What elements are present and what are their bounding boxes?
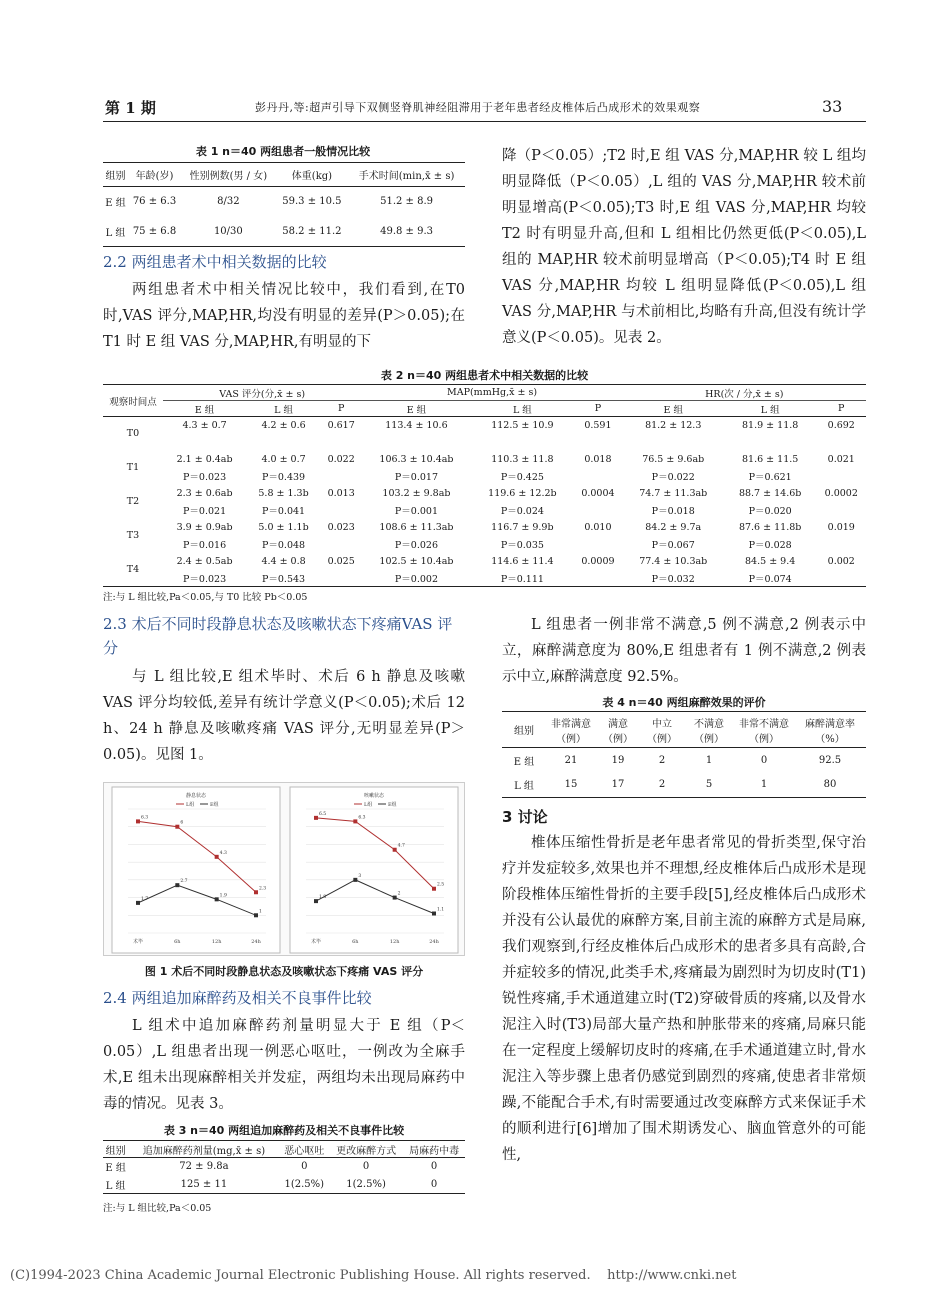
table-cell	[817, 536, 866, 553]
table2-subheader: E 组	[406, 404, 427, 416]
data-point	[432, 912, 436, 916]
x-tick-label: 术毕	[132, 939, 144, 945]
table-cell: 103.2 ± 9.8ab	[382, 487, 451, 499]
table3-header: 恶心呕吐	[284, 1145, 325, 1157]
table-row	[103, 187, 465, 217]
table-cell: 21	[564, 754, 578, 766]
section-3-title: 3 讨论	[502, 808, 548, 826]
data-point	[175, 883, 179, 887]
data-label: 1.9	[219, 893, 227, 899]
table-cell: 81.2 ± 12.3	[645, 419, 702, 431]
table-cell: 125 ± 11	[180, 1178, 228, 1190]
data-point	[136, 901, 140, 905]
chart-panel-2	[290, 787, 458, 953]
table-cell: 4.2 ± 0.6	[261, 419, 306, 431]
table2-time-cell: T2	[126, 496, 140, 507]
table-cell	[573, 468, 622, 485]
table-cell: P＝0.032	[651, 573, 695, 585]
table-cell	[573, 570, 622, 587]
table-cell: 0.022	[327, 453, 355, 465]
table1-header: 手术时间(min,x̄ ± s)	[358, 171, 455, 182]
table-cell: 1	[705, 754, 713, 766]
table-cell: P＝0.021	[183, 506, 227, 517]
right-satisfaction-text: L 组患者一例非常不满意,5 例不满意,2 例表示中立，麻醉满意度为 80%,E 组患者有 1 例不满意,2 例表示中立,麻醉满意度 92.5%。	[502, 617, 866, 685]
section-2-2-title: 2.2 两组患者术中相关数据的比较	[103, 253, 327, 271]
table1-caption: 表 1 n＝40 两组患者一般情况比较	[195, 145, 371, 158]
data-label: 2.3	[259, 886, 267, 892]
table-cell: 0.0009	[581, 555, 615, 567]
data-point	[314, 899, 318, 903]
table-cell: 0	[430, 1178, 438, 1190]
chart-panel-1	[112, 787, 280, 953]
table-cell: P＝0.035	[500, 540, 544, 551]
table-cell: L 组	[105, 1180, 126, 1192]
table-row	[502, 773, 866, 798]
table-cell: P＝0.074	[748, 573, 792, 585]
data-label: 1.8	[319, 895, 327, 901]
table-cell: 0.010	[584, 521, 612, 533]
table-cell: P＝0.041	[262, 506, 306, 517]
table1-header: 年龄(岁)	[135, 171, 174, 182]
table-cell: E 组	[105, 1163, 126, 1175]
x-tick-label: 24h	[251, 939, 261, 945]
table-cell: 116.7 ± 9.9b	[491, 521, 554, 533]
table-cell: 75 ± 6.8	[132, 225, 177, 237]
table-row	[103, 519, 866, 536]
data-point	[353, 878, 357, 882]
table-cell: P＝0.024	[500, 506, 544, 517]
table-cell: 77.4 ± 10.3ab	[639, 555, 708, 567]
data-label: 6.3	[141, 815, 149, 821]
table-row-pvalues	[103, 570, 866, 587]
table-cell: 2	[658, 779, 666, 791]
table-cell: 59.3 ± 10.5	[282, 196, 342, 208]
data-point	[215, 855, 219, 859]
data-point	[254, 890, 258, 894]
cnki-link[interactable]: http://www.cnki.net	[607, 1268, 737, 1283]
table4-header: 非常不满意（例）	[739, 718, 789, 745]
table-cell: P＝0.017	[394, 472, 438, 483]
table-cell: 2	[658, 754, 666, 766]
table2-subheader: P	[838, 403, 845, 414]
table-cell: 106.3 ± 10.4ab	[379, 453, 454, 465]
table2-group-header: MAP(mmHg,x̄ ± s)	[361, 385, 622, 401]
table1-header: 性别例数(男 / 女)	[189, 171, 268, 182]
table4-header: 麻醉满意率（%）	[805, 718, 855, 745]
right-column-text: 降（P＜0.05）;T2 时,E 组 VAS 分,MAP,HR 较 L 组均明显降低（P＜0.05）,L 组的 VAS 分,MAP,HR 较术前明显增高(P＜0.05);T3 时,E 组 VAS 分,MAP,HR 均较 T2 时有明显升高,但和 L 组相比仍然更低(P＜0.05),L 组的 MAP,HR 较术前明显增高（P＜0.05);T4 时 E 组 VAS 分,MAP,HR 均较 L 组明显降低(P＜0.05),L 组 VAS 分,MAP,HR 与术前相比,均略有升高,但没有统计学意义(P＜0.05)。见表 2。	[502, 148, 866, 346]
table2	[103, 384, 866, 587]
table-row	[103, 485, 866, 502]
table-cell: 76.5 ± 9.6ab	[642, 453, 705, 465]
table2-subheader: P	[337, 403, 345, 414]
table-row-pvalues	[103, 434, 866, 451]
table-cell: 3.9 ± 0.9ab	[176, 521, 233, 533]
table4-caption: 表 4 n＝40 两组麻醉效果的评价	[602, 696, 766, 709]
table-cell: 81.9 ± 11.8	[742, 419, 799, 431]
data-point	[215, 897, 219, 901]
data-point	[136, 819, 140, 823]
table-cell: 0	[430, 1161, 438, 1173]
table-cell: 10/30	[213, 225, 243, 237]
table-cell: L 组	[105, 227, 126, 239]
table-cell	[573, 434, 622, 451]
data-point	[314, 816, 318, 820]
data-label: 4.7	[397, 843, 405, 849]
table-cell	[321, 468, 361, 485]
table2-subheader: E 组	[663, 404, 683, 416]
table-cell	[163, 434, 246, 451]
table-cell	[321, 536, 361, 553]
section-2-3-title: 2.3 术后不同时段静息状态及咳嗽状态下疼痛VAS 评分	[103, 615, 453, 657]
table-cell: 4.0 ± 0.7	[261, 453, 306, 465]
data-label: 6.5	[319, 811, 327, 817]
table-cell: 4.4 ± 0.8	[261, 555, 306, 567]
table2-subheader: L 组	[274, 404, 293, 416]
x-tick-label: 12h	[211, 939, 222, 945]
table-cell: P＝0.439	[262, 472, 306, 483]
data-label: 1.7	[141, 896, 149, 902]
section-2-3-text: 与 L 组比较,E 组术毕时、术后 6 h 静息及咳嗽 VAS 评分均较低,差异有统计学意义(P＜0.05);术后 12 h、24 h 静息及咳嗽疼痛 VAS 评分,无明显差异(P＞0.05)。见图 1。	[103, 669, 465, 763]
table-row-pvalues	[103, 468, 866, 485]
table-cell: 49.8 ± 9.3	[380, 225, 434, 237]
table-cell: P＝0.048	[262, 540, 306, 551]
table1-header: 组别	[105, 171, 126, 182]
data-point	[393, 848, 397, 852]
data-point	[353, 819, 357, 823]
data-label: 2.7	[180, 879, 188, 885]
table-cell: P＝0.020	[748, 506, 792, 517]
table-cell: 5.8 ± 1.3b	[258, 487, 309, 499]
x-tick-label: 24h	[429, 939, 439, 945]
table1-header: 体重(kg)	[291, 171, 333, 182]
table-cell: 0	[362, 1161, 370, 1173]
data-label: 4.3	[219, 850, 227, 856]
table4-header: 满意（例）	[603, 718, 633, 745]
data-label: 6	[180, 820, 184, 826]
x-tick-label: 6h	[174, 939, 181, 945]
table-row	[103, 451, 866, 468]
table-cell: P＝0.002	[394, 573, 438, 585]
table-cell: P＝0.067	[651, 540, 695, 551]
legend-label: L组	[364, 802, 373, 808]
table-cell: P＝0.001	[394, 506, 438, 517]
table2-time-cell: T3	[126, 530, 140, 541]
table-cell: 0.002	[827, 555, 855, 567]
table-cell: 2.3 ± 0.6ab	[176, 487, 233, 499]
table-cell	[472, 434, 574, 451]
table-cell: P＝0.018	[651, 506, 695, 517]
table3	[103, 1140, 465, 1194]
table3-header: 追加麻醉药剂量(mg,x̄ ± s)	[142, 1145, 266, 1157]
table-cell: 72 ± 9.8a	[179, 1161, 229, 1173]
table3-note: 注:与 L 组比较,Pa＜0.05	[103, 1203, 212, 1214]
table-cell: 8/32	[217, 196, 240, 208]
table-cell: P＝0.022	[651, 472, 695, 483]
table-cell: 110.3 ± 11.8	[491, 453, 554, 465]
table-cell: 88.7 ± 14.6b	[738, 487, 802, 499]
table-cell: 108.6 ± 11.3ab	[379, 521, 454, 533]
table1	[103, 162, 465, 247]
table-cell: E 组	[513, 756, 535, 768]
table2-subheader: E 组	[194, 404, 215, 416]
table-cell	[321, 434, 361, 451]
table-cell: 92.5	[818, 754, 842, 766]
table3-header: 组别	[105, 1145, 126, 1157]
figure1	[103, 782, 465, 956]
table-cell	[361, 434, 471, 451]
section-2-4-text: L 组术中追加麻醉药剂量明显大于 E 组（P＜0.05）,L 组患者出现一例恶心呕吐，一例改为全麻手术,E 组未出现麻醉相关并发症，两组均未出现局麻药中毒的情况。见表 3。	[103, 1018, 465, 1112]
table-cell	[817, 502, 866, 519]
table-cell: 58.2 ± 11.2	[282, 225, 342, 237]
table-cell	[817, 570, 866, 587]
data-label: 6.3	[358, 815, 366, 821]
table3-header: 更改麻醉方式	[336, 1145, 397, 1157]
page-number: 33	[822, 97, 843, 116]
table3-header: 局麻药中毒	[409, 1145, 460, 1157]
table-cell: P＝0.023	[183, 573, 227, 585]
table2-subheader: P	[594, 403, 602, 414]
data-point	[175, 825, 179, 829]
data-label: 1.1	[437, 907, 445, 913]
data-label: 1	[259, 909, 262, 915]
table4	[502, 711, 866, 798]
table-cell: 51.2 ± 8.9	[380, 196, 434, 208]
legend-label: E组	[210, 802, 219, 808]
table-cell: 81.6 ± 11.5	[742, 453, 799, 465]
x-tick-label: 6h	[352, 939, 359, 945]
table2-col-time: 观察时间点	[103, 385, 163, 417]
chart-title: 咳嗽状态	[363, 793, 385, 799]
table2-time-cell: T1	[126, 462, 140, 473]
table2-time-cell: T4	[103, 553, 163, 587]
table3-caption: 表 3 n＝40 两组追加麻醉药及相关不良事件比较	[163, 1124, 405, 1137]
table2-caption: 表 2 n＝40 两组患者术中相关数据的比较	[380, 369, 589, 382]
table-cell: 74.7 ± 11.3ab	[639, 487, 708, 499]
table-cell: 114.6 ± 11.4	[491, 555, 554, 567]
table-cell: P＝0.016	[183, 540, 227, 551]
table-cell: 1	[760, 779, 768, 791]
table-cell: 1(2.5%)	[284, 1178, 325, 1190]
table-row	[103, 217, 465, 247]
table-cell: 0	[301, 1161, 308, 1173]
table-cell: 0.025	[327, 555, 355, 567]
table-cell	[724, 434, 817, 451]
table-cell: 0.018	[584, 453, 612, 465]
data-label: 2	[397, 891, 401, 897]
copyright-text: (C)1994-2023 China Academic Journal Electronic Publishing House. All rights reserved.	[10, 1268, 591, 1283]
table-cell: 84.2 ± 9.7a	[645, 521, 702, 533]
data-label: 2.5	[437, 882, 445, 888]
table2-subheader: L 组	[512, 404, 532, 416]
table-cell: 84.5 ± 9.4	[745, 555, 796, 567]
table-cell: L 组	[514, 781, 534, 793]
table2-group-header: HR(次 / 分,x̄ ± s)	[623, 385, 866, 401]
table-cell: P＝0.023	[183, 472, 227, 483]
data-label: 3	[358, 873, 362, 879]
copyright-footer	[10, 1268, 736, 1283]
table-cell: 119.6 ± 12.2b	[488, 487, 557, 499]
table-row	[103, 1158, 465, 1176]
table-cell: 0.0002	[824, 487, 858, 499]
table-row-pvalues	[103, 536, 866, 553]
table-cell: 4.3 ± 0.7	[182, 419, 227, 431]
table-cell: 2.1 ± 0.4ab	[176, 453, 233, 465]
table2-time-cell: T0	[126, 428, 140, 440]
table-cell	[623, 434, 724, 451]
table-cell	[573, 536, 622, 553]
table2-group-header: VAS 评分(分,x̄ ± s)	[163, 385, 361, 401]
table-cell: E 组	[105, 198, 126, 210]
table-cell	[573, 502, 622, 519]
table-row	[103, 1176, 465, 1194]
table4-header: 组别	[514, 726, 534, 737]
table-cell: P＝0.028	[748, 540, 792, 551]
table-cell: 0.013	[327, 487, 355, 499]
table-cell	[321, 570, 361, 587]
table-cell: 112.5 ± 10.9	[491, 419, 554, 431]
table-cell: 0.021	[827, 453, 855, 465]
table-cell: P＝0.621	[748, 472, 792, 483]
data-point	[432, 887, 436, 891]
table-cell: 102.5 ± 10.4ab	[379, 555, 454, 567]
header-rule	[103, 121, 866, 122]
figure1-chart	[104, 783, 466, 957]
table-cell: 0	[760, 754, 768, 766]
table-cell: 0.692	[827, 419, 855, 431]
running-title: 彭丹丹,等:超声引导下双侧竖脊肌神经阻滞用于老年患者经皮椎体后凸成形术的效果观察	[255, 101, 701, 114]
table-cell: 5.0 ± 1.1b	[258, 521, 309, 533]
table-cell: P＝0.543	[262, 573, 306, 585]
data-point	[254, 913, 258, 917]
legend-label: E组	[388, 802, 397, 808]
table2-note: 注:与 L 组比较,Pa＜0.05,与 T0 比较 Pb＜0.05	[103, 592, 308, 603]
table-cell: 2.4 ± 0.5ab	[176, 555, 233, 567]
table-cell: 17	[611, 779, 625, 791]
x-tick-label: 术毕	[310, 939, 322, 945]
table-cell	[817, 434, 866, 451]
table-row	[502, 748, 866, 773]
issue-number: 第 1 期	[105, 99, 156, 117]
table-cell: P＝0.425	[500, 472, 544, 483]
table-cell: 76 ± 6.3	[132, 196, 177, 208]
section-2-2-text: 两组患者术中相关情况比较中，我们看到,在T0 时,VAS 评分,MAP,HR,均没有明显的差异(P＞0.05);在 T1 时 E 组 VAS 分,MAP,HR,有明显的下	[103, 282, 465, 350]
table-cell: P＝0.026	[394, 540, 438, 551]
table4-header: 中立（例）	[647, 718, 677, 745]
table-cell: 0.617	[327, 419, 355, 431]
table-cell: 80	[823, 779, 837, 791]
table-cell	[321, 502, 361, 519]
table-cell: 0.0004	[581, 487, 615, 499]
section-3-text: 椎体压缩性骨折是老年患者常见的骨折类型,保守治疗并发症较多,效果也并不理想,经皮椎体后凸成形术是现阶段椎体压缩性骨折的主要手段[5],经皮椎体后凸成形术并没有公认最优的麻醉方案,目前主流的麻醉方式是局麻,我们观察到,行经皮椎体后凸成形术的患者多具有高龄,合并症较多的情况,此类手术,疼痛最为剧烈时为切皮时(T1)锐性疼痛,手术通道建立时(T2)穿破骨质的疼痛,以及骨水泥注入时(T3)局部大量产热和肿胀带来的疼痛,局麻只能在一定程度上缓解切皮时的疼痛,在手术通道建立时,骨水泥注入等步骤上患者仍感觉到剧烈的疼痛,使患者非常烦躁,不能配合手术,有时需要通过改变麻醉方式来保证手术的顺利进行[6]增加了围术期诱发心、脑血管意外的可能性,	[502, 835, 866, 1163]
table-row	[103, 553, 866, 570]
table-cell	[246, 434, 321, 451]
x-tick-label: 12h	[389, 939, 400, 945]
legend-label: L组	[186, 802, 195, 808]
table-cell: 19	[611, 754, 625, 766]
table-cell: 0.019	[827, 521, 855, 533]
table-cell: 87.6 ± 11.8b	[738, 521, 802, 533]
table-cell: 0.591	[584, 419, 612, 431]
chart-title: 静息状态	[185, 793, 207, 799]
figure1-caption: 图 1 术后不同时段静息状态及咳嗽状态下疼痛 VAS 评分	[144, 965, 424, 978]
table-cell: 15	[564, 779, 578, 791]
table4-header: 非常满意（例）	[551, 718, 591, 745]
table-cell: P＝0.111	[500, 573, 544, 585]
table-cell	[817, 468, 866, 485]
table-row-pvalues	[103, 502, 866, 519]
table-cell: 1(2.5%)	[346, 1178, 386, 1190]
table-cell: 0.023	[327, 521, 355, 533]
data-point	[393, 896, 397, 900]
table2-subheader: L 组	[760, 404, 780, 416]
table-cell: 5	[705, 779, 713, 791]
section-2-4-title: 2.4 两组追加麻醉药及相关不良事件比较	[103, 989, 372, 1007]
table4-header: 不满意（例）	[694, 718, 724, 745]
table-cell: 113.4 ± 10.6	[385, 419, 448, 431]
table-row	[103, 417, 866, 434]
